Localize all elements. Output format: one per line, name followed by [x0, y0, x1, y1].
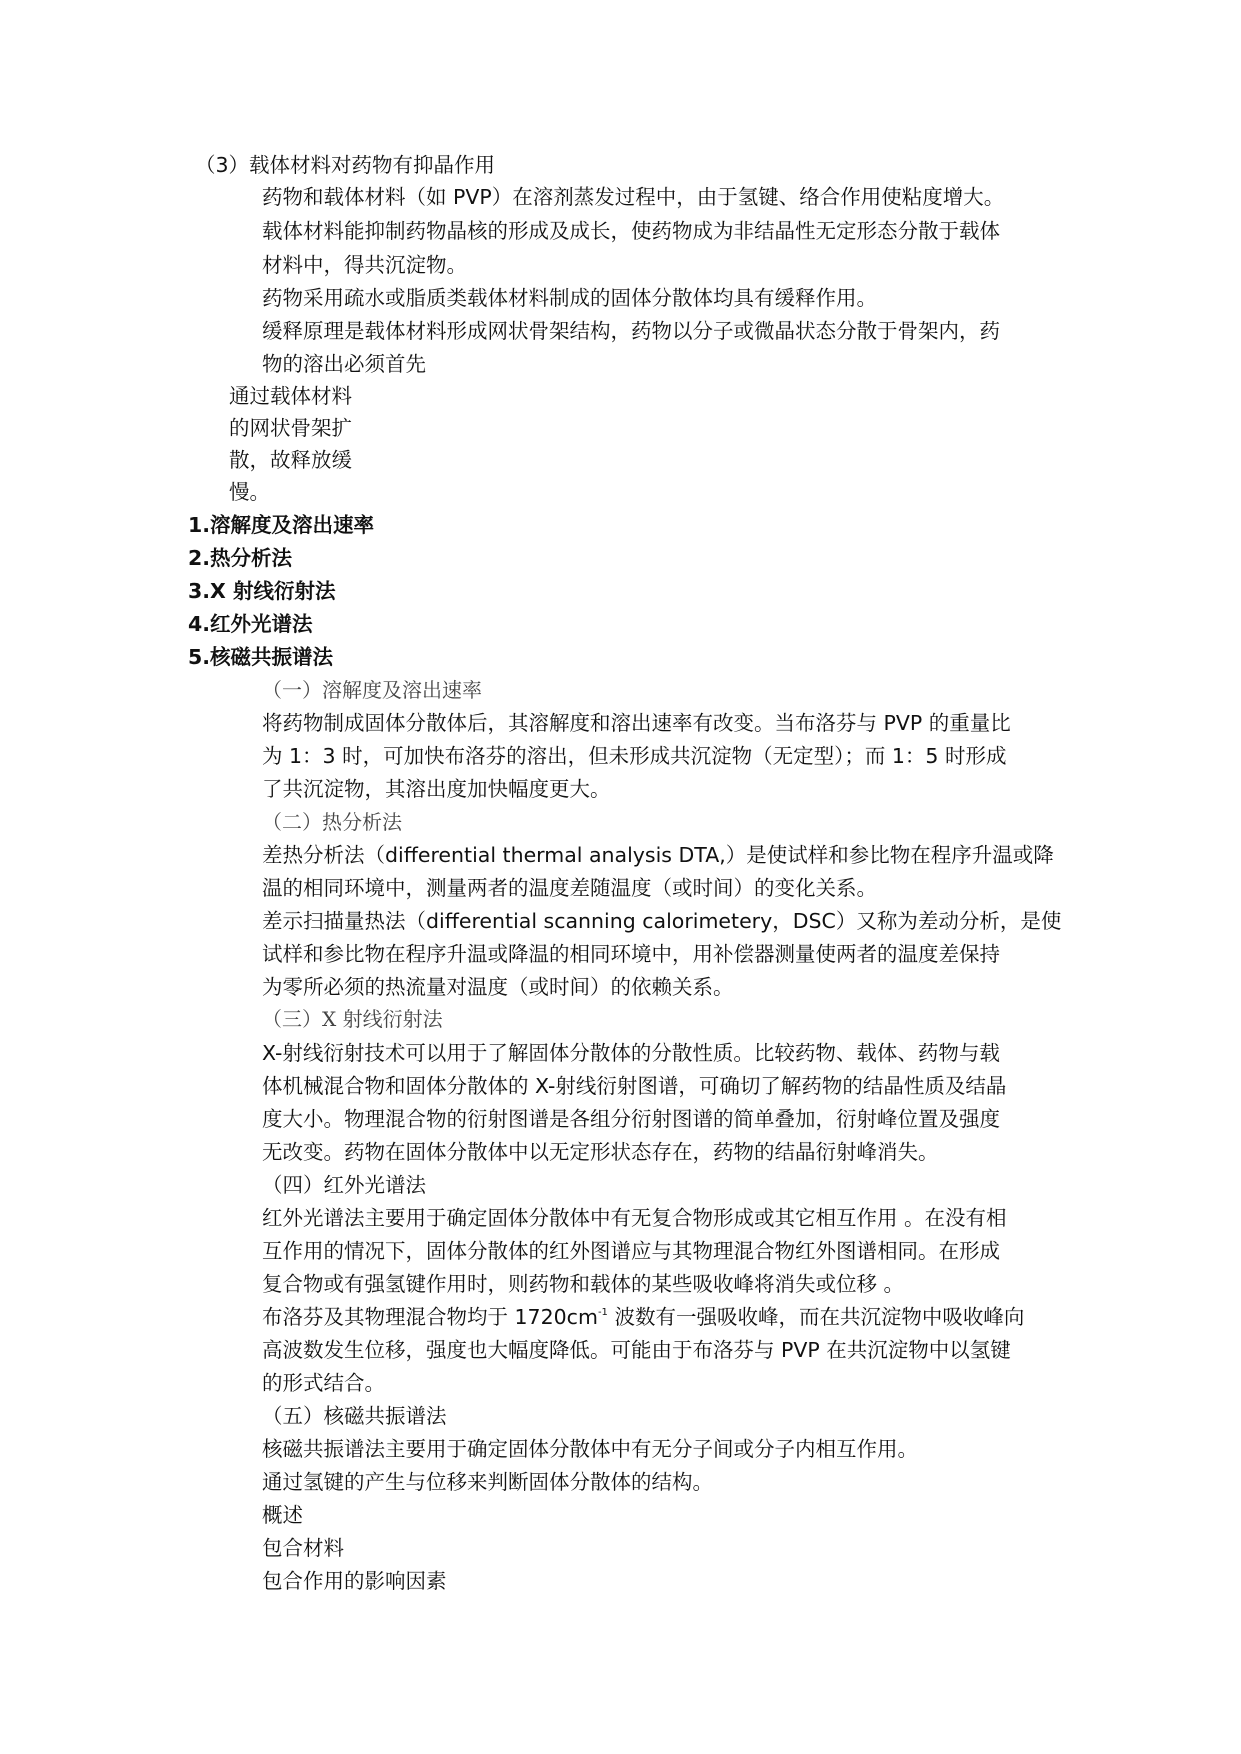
paragraph-line: 差示扫描量热法（differential scanning calorimetery，DSC）又称为差动分析，是使: [262, 909, 1062, 933]
paragraph-line: 了共沉淀物，其溶出度加快幅度更大。: [262, 777, 611, 801]
paragraph-line: 的形式结合。: [262, 1371, 385, 1395]
text-span: 波数有一强吸收峰，而在共沉淀物中吸收峰向: [607, 1305, 1025, 1329]
text-span: 布洛芬及其物理混合物均于 1720cm: [262, 1305, 598, 1329]
superscript: -1: [597, 1307, 608, 1318]
paragraph-line: 红外光谱法主要用于确定固体分散体中有无复合物形成或其它相互作用 。在没有相: [262, 1206, 1007, 1230]
paragraph-line: 药物和载体材料（如 PVP）在溶剂蒸发过程中，由于氢键、络合作用使粘度增大。: [262, 185, 1005, 209]
paragraph-line: 的网状骨架扩: [229, 416, 352, 440]
paragraph-line: 通过载体材料: [229, 384, 352, 408]
subsection-heading: （五）核磁共振谱法: [262, 1404, 447, 1428]
paragraph-line: 通过氢键的产生与位移来判断固体分散体的结构。: [262, 1470, 713, 1494]
paragraph-line: 为 1：3 时，可加快布洛芬的溶出，但未形成共沉淀物（无定型）；而 1：5 时形成: [262, 744, 1007, 768]
subsection-heading: （二）热分析法: [262, 810, 402, 834]
list-item: 2.热分析法: [188, 546, 293, 570]
section-heading: （3）载体材料对药物有抑晶作用: [195, 153, 496, 177]
list-item: 5.核磁共振谱法: [188, 645, 334, 669]
paragraph-line: 载体材料能抑制药物晶核的形成及成长，使药物成为非结晶性无定形态分散于载体: [262, 219, 1000, 243]
paragraph-line: 温的相同环境中，测量两者的温度差随温度（或时间）的变化关系。: [262, 876, 877, 900]
paragraph-line: 核磁共振谱法主要用于确定固体分散体中有无分子间或分子内相互作用。: [262, 1437, 918, 1461]
subsection-heading: （三）X 射线衍射法: [262, 1007, 443, 1031]
paragraph-line: 度大小。物理混合物的衍射图谱是各组分衍射图谱的简单叠加，衍射峰位置及强度: [262, 1107, 1000, 1131]
paragraph-line: 差热分析法（differential thermal analysis DTA,）是使试样和参比物在程序升温或降: [262, 843, 1054, 867]
paragraph-line: 复合物或有强氢键作用时，则药物和载体的某些吸收峰将消失或位移 。: [262, 1272, 905, 1296]
paragraph-line: 缓释原理是载体材料形成网状骨架结构，药物以分子或微晶状态分散于骨架内，药: [262, 319, 1000, 343]
list-item: 3.X 射线衍射法: [188, 579, 336, 603]
subsection-heading: （四）红外光谱法: [262, 1173, 426, 1197]
paragraph-line: [262, 1303, 1024, 1331]
paragraph-line: 无改变。药物在固体分散体中以无定形状态存在，药物的结晶衍射峰消失。: [262, 1140, 939, 1164]
subsection-heading: （一）溶解度及溶出速率: [262, 678, 482, 702]
paragraph-line: 为零所必须的热流量对温度（或时间）的依赖关系。: [262, 975, 734, 999]
paragraph-line: 将药物制成固体分散体后，其溶解度和溶出速率有改变。当布洛芬与 PVP 的重量比: [262, 711, 1011, 735]
paragraph-line: 物的溶出必须首先: [262, 352, 426, 376]
paragraph-line: 互作用的情况下，固体分散体的红外图谱应与其物理混合物红外图谱相同。在形成: [262, 1239, 1000, 1263]
list-item: 1.溶解度及溶出速率: [188, 513, 375, 537]
outline-item: 包合作用的影响因素: [262, 1569, 447, 1593]
paragraph-line: 散，故释放缓: [229, 448, 352, 472]
paragraph-line: 体机械混合物和固体分散体的 X-射线衍射图谱，可确切了解药物的结晶性质及结晶: [262, 1074, 1007, 1098]
paragraph-line: 材料中，得共沉淀物。: [262, 253, 467, 277]
list-item: 4.红外光谱法: [188, 612, 313, 636]
outline-item: 概述: [262, 1503, 303, 1527]
outline-item: 包合材料: [262, 1536, 344, 1560]
paragraph-line: X-射线衍射技术可以用于了解固体分散体的分散性质。比较药物、载体、药物与载: [262, 1041, 1000, 1065]
paragraph-line: 药物采用疏水或脂质类载体材料制成的固体分散体均具有缓释作用。: [262, 286, 877, 310]
paragraph-line: 试样和参比物在程序升温或降温的相同环境中，用补偿器测量使两者的温度差保持: [262, 942, 1000, 966]
paragraph-line: 高波数发生位移，强度也大幅度降低。可能由于布洛芬与 PVP 在共沉淀物中以氢键: [262, 1338, 1011, 1362]
paragraph-line: 慢。: [229, 480, 270, 504]
